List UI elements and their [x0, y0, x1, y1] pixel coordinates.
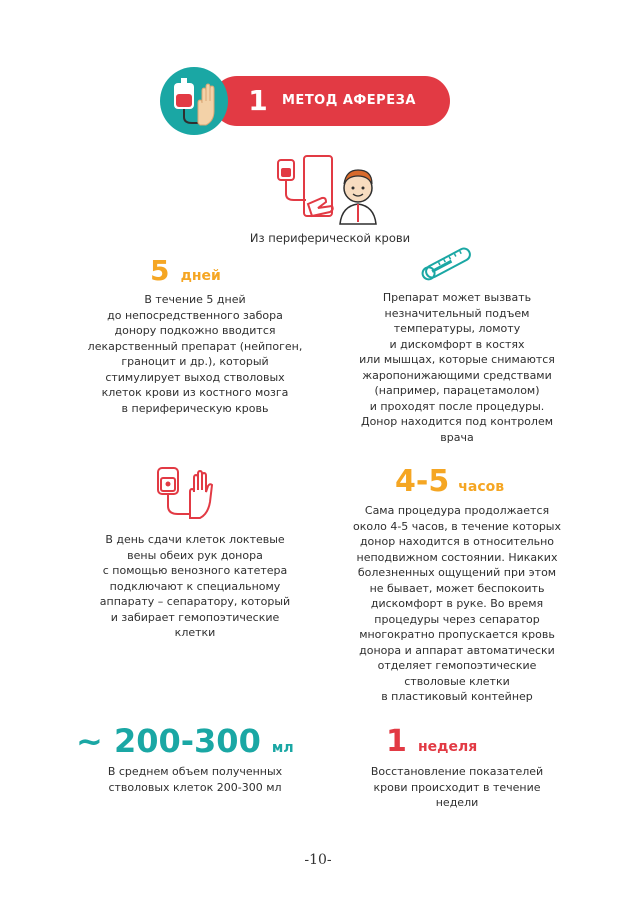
text-line: дискомфорт в руке. Во время — [370, 597, 544, 610]
text-line: болезненных ощущений при этом — [357, 566, 557, 579]
text-line: клеток крови из костного мозга — [101, 386, 289, 399]
text-line: врача — [440, 430, 474, 444]
volume-heading — [76, 720, 316, 762]
recovery-heading — [386, 722, 526, 762]
text-line: В течение 5 дней — [144, 293, 246, 306]
text-line: незначительный подъем — [384, 306, 530, 320]
procedure-description — [60, 532, 330, 641]
blood-bag-glove-icon — [152, 462, 222, 522]
text-line: неподвижном состоянии. Никаких — [356, 550, 558, 564]
thermometer-icon — [416, 244, 480, 282]
text-line: Донор находится под контролем — [360, 415, 554, 428]
text-line: не бывает, может беспокоить — [369, 581, 545, 595]
text-line: и дискомфорт в костях — [389, 337, 525, 351]
text-line: температуры, ломоту — [393, 322, 521, 335]
text-line: В день сдачи клеток локтевые — [105, 533, 285, 546]
text-line: отделяет гемопоэтические — [377, 659, 537, 672]
recovery-description — [322, 764, 592, 811]
text-line: и забирает гемопоэтические — [110, 610, 280, 624]
text-line: В среднем объем полученных — [107, 765, 283, 778]
text-line: подключают к специальному — [109, 579, 281, 593]
text-line: около 4-5 часов, в течение которых — [352, 519, 562, 533]
page-number: -10- — [304, 852, 332, 868]
text-line: процедуры через сепаратор — [374, 612, 540, 626]
text-line: крови происходит в течение — [373, 780, 541, 794]
text-line: жаропонижающими средствами — [362, 368, 552, 382]
text-line: Препарат может вызвать — [382, 291, 532, 304]
text-line: граноцит и др.), который — [121, 355, 269, 368]
recovery-unit: неделя — [417, 739, 478, 755]
text-line: и проходят после процедуры. — [369, 399, 545, 413]
text-line: вены обеих рук донора — [127, 548, 263, 562]
hours-value: 4-5 — [395, 464, 450, 499]
hours-unit: часов — [458, 479, 505, 495]
text-line: Восстановление показателей — [370, 765, 544, 778]
hours-heading — [395, 462, 535, 502]
days-heading — [150, 254, 290, 288]
text-line: до непосредственного забора — [107, 308, 283, 322]
text-line: с помощью венозного катетера — [102, 564, 288, 577]
text-line: стволовых клеток 200-300 мл — [108, 780, 282, 794]
text-line: донора и аппарат автоматически — [359, 643, 555, 657]
hours-description — [322, 503, 592, 705]
text-line: в периферическую кровь — [121, 401, 269, 415]
text-line: в пластиковый контейнер — [381, 690, 533, 703]
text-line: аппарату – сепаратору, который — [99, 595, 291, 608]
header-icon-circle — [160, 67, 228, 135]
text-line: стимулирует выход стволовых — [105, 370, 285, 384]
recovery-value: 1 — [386, 724, 407, 759]
volume-description — [60, 764, 330, 795]
side-effects-description — [322, 290, 592, 445]
days-unit: дней — [180, 268, 221, 284]
text-line: многократно пропускается кровь — [359, 628, 555, 641]
text-line: (например, парацетамолом) — [374, 384, 540, 397]
doctor-apheresis-icon — [272, 150, 392, 228]
source-caption: Из периферической крови — [249, 231, 411, 245]
text-line: недели — [435, 796, 479, 809]
text-line: или мышцах, которые снимаются — [359, 353, 555, 366]
blood-bag-hand-icon — [160, 67, 228, 135]
volume-value: ~ 200-300 — [76, 722, 261, 760]
text-line: клетки — [174, 626, 216, 639]
days-description — [60, 292, 330, 416]
text-line: донор находится в относительно — [359, 535, 555, 548]
text-line: стволовые клетки — [404, 674, 510, 688]
text-line: Сама процедура продолжается — [364, 504, 550, 517]
method-number: 1 — [248, 84, 268, 117]
volume-unit: мл — [271, 740, 294, 756]
text-line: донору подкожно вводится — [114, 324, 276, 337]
text-line: лекарственный препарат (нейпоген, — [87, 339, 303, 353]
days-value: 5 — [150, 254, 170, 287]
method-title: МЕТОД АФЕРЕЗА — [282, 93, 416, 108]
